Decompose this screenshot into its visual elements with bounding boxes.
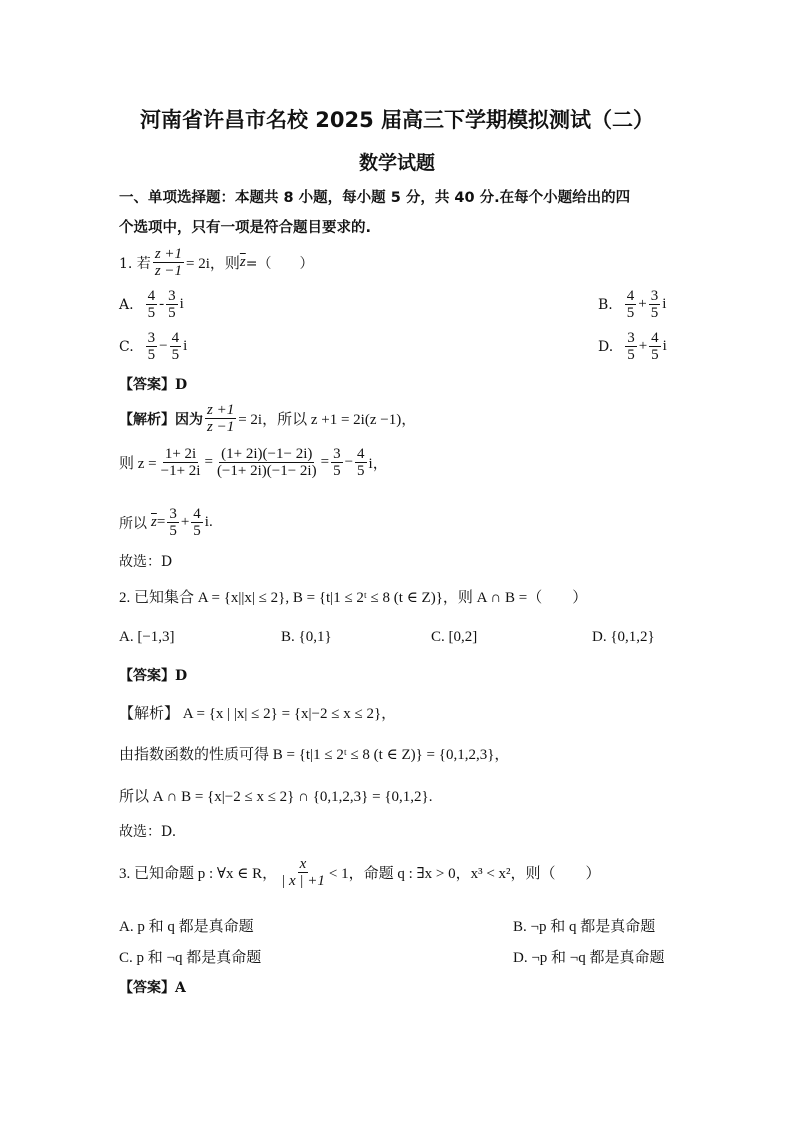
q1-tail: =（ ） bbox=[245, 255, 314, 272]
q1-sol2-f3d: 5 bbox=[333, 463, 341, 479]
section-heading-line1: 一、单项选择题：本题共 8 小题，每小题 5 分，共 40 分.在每个小题给出的四 bbox=[119, 190, 631, 206]
q2-option-b[interactable]: B. {0,1} bbox=[281, 629, 332, 645]
q1-sol3-zbar: $\overline{z}$ bbox=[151, 514, 157, 530]
q1-option-a-frac2 bbox=[166, 288, 178, 321]
q1-sol2-f4n: 4 bbox=[357, 446, 365, 462]
q3-stem-mid: < 1，命题 q : ∃x > 0，x³ < x²，则（ ） bbox=[328, 866, 601, 882]
q1-sol2-f2n: (1+ 2i)(−1− 2i) bbox=[221, 446, 313, 462]
q1-sol2-frac3 bbox=[331, 446, 343, 479]
q1-option-b-label: B. bbox=[598, 296, 613, 313]
q1-solution-line1 bbox=[119, 402, 416, 435]
q1-option-b-frac1 bbox=[625, 288, 637, 321]
q1-sol3-f2d: 5 bbox=[193, 523, 201, 539]
q2-solution-line2: 由指数函数的性质可得 B = {t|1 ≤ 2ᵗ ≤ 8 (t ∈ Z)} = {0,1,2,3}， bbox=[119, 747, 510, 763]
q1-zbar: $\overline{z}$ bbox=[239, 254, 246, 270]
q3-stem-prefix: 3. 已知命题 p : ∀x ∈ R， bbox=[119, 866, 278, 882]
q1-c-i: i bbox=[183, 338, 188, 354]
q1-sol2-frac1 bbox=[159, 446, 203, 479]
q2-stem: 2. 已知集合 A = {x||x| ≤ 2}, B = {t|1 ≤ 2ᵗ ≤ 8 (t ∈ Z)}，则 A ∩ B =（ ） bbox=[119, 590, 588, 606]
q1-sol2-f2d: (−1+ 2i)(−1− 2i) bbox=[216, 463, 317, 479]
q1-a-i: i bbox=[179, 296, 184, 312]
section-heading-line2: 个选项中，只有一项是符合题目要求的. bbox=[119, 220, 372, 236]
q1-a-d2: 5 bbox=[168, 305, 176, 321]
q1-solution-line3: 所以 $\overline{z}$ = $\frac{3}{5}$ + $\frac{4}{5}$ i. bbox=[119, 506, 213, 539]
q1-d-op: + bbox=[638, 338, 648, 354]
q2-solution-line3: 所以 A ∩ B = {x|−2 ≤ x ≤ 2} ∩ {0,1,2,3} = {0,1,2}. bbox=[119, 789, 433, 805]
q1-eq: = 2i，则 bbox=[186, 256, 240, 272]
q1-d-d2: 5 bbox=[651, 347, 659, 363]
q2-conclusion: 故选：D. bbox=[119, 824, 177, 840]
page-title: 河南省许昌市名校 2025 届高三下学期模拟测试（二） bbox=[139, 108, 655, 132]
q2-solution-line1: 【解析】 A = {x | |x| ≤ 2} = {x|−2 ≤ x ≤ 2}， bbox=[119, 706, 397, 722]
q3-option-b[interactable]: B. ¬p 和 q 都是真命题 bbox=[513, 919, 656, 935]
page-subtitle: 数学试题 bbox=[358, 152, 435, 174]
q1-b-n2: 3 bbox=[650, 288, 659, 304]
q1-d-d1: 5 bbox=[627, 347, 635, 363]
q1-sol3-frac2 bbox=[191, 506, 203, 539]
q1-sol2-f3n: 3 bbox=[333, 446, 341, 462]
q3-frac-den: | x | +1 bbox=[281, 873, 325, 889]
q1-stem bbox=[119, 246, 314, 279]
q1-sol2-f1n: 1+ 2i bbox=[164, 446, 197, 462]
q1-a-n1: 4 bbox=[147, 288, 156, 304]
q1-b-n1: 4 bbox=[626, 288, 635, 304]
q1-a-op: - bbox=[159, 296, 165, 312]
q3-option-a[interactable]: A. p 和 q 都是真命题 bbox=[119, 919, 254, 935]
q2-option-c[interactable]: C. [0,2] bbox=[431, 629, 478, 645]
q1-frac-den: z −1 bbox=[154, 263, 183, 279]
q1-c-op: − bbox=[159, 338, 168, 354]
q1-c-n1: 3 bbox=[147, 330, 156, 346]
q1-option-c-frac1 bbox=[146, 330, 158, 363]
q2-option-a[interactable]: A. [−1,3] bbox=[119, 629, 175, 645]
q3-option-c[interactable]: C. p 和 ¬q 都是真命题 bbox=[119, 950, 262, 966]
q1-option-d[interactable] bbox=[598, 330, 667, 363]
q1-b-op: + bbox=[638, 296, 647, 312]
q2-option-d[interactable]: D. {0,1,2} bbox=[592, 629, 655, 645]
q1-c-d2: 5 bbox=[171, 347, 180, 363]
q3-fraction bbox=[279, 856, 327, 889]
q1-option-d-frac2 bbox=[649, 330, 661, 363]
q1-option-d-frac1 bbox=[625, 330, 637, 363]
q1-answer: 【答案】D bbox=[119, 377, 188, 393]
q1-sol2-f4d: 5 bbox=[357, 463, 365, 479]
q3-answer: 【答案】A bbox=[119, 980, 186, 996]
q1-sol2-prefix: 则 z = bbox=[119, 456, 157, 472]
q1-c-d1: 5 bbox=[147, 347, 156, 363]
q1-option-a-label: A. bbox=[119, 296, 134, 313]
q1-b-d1: 5 bbox=[626, 305, 635, 321]
q1-option-b-frac2 bbox=[649, 288, 661, 321]
q1-a-n2: 3 bbox=[168, 288, 176, 304]
q1-option-a-frac1 bbox=[146, 288, 158, 321]
q1-sol1-num: z +1 bbox=[207, 402, 235, 418]
q1-option-c-frac2 bbox=[170, 330, 182, 363]
q1-d-n2: 4 bbox=[651, 330, 659, 346]
q1-sol2-frac4 bbox=[355, 446, 367, 479]
q2-answer: 【答案】D bbox=[119, 668, 188, 684]
q1-c-n2: 4 bbox=[171, 330, 180, 346]
q1-sol1-den: z −1 bbox=[207, 419, 235, 435]
q1-solution-line2: 则 z = $\frac{1+ 2i}{-1+ 2i}$ = $\frac{(1+ 2i)(-1- 2i)}{(-1+ 2i)(-1- 2i)}$ = $\frac{3}{5}$ − $\frac{4}{5}$ i， bbox=[119, 446, 388, 479]
q1-option-a[interactable] bbox=[119, 288, 184, 321]
q1-option-b[interactable] bbox=[598, 288, 666, 321]
q1-prefix: 1. 若 bbox=[119, 255, 151, 272]
q1-option-c[interactable] bbox=[119, 330, 187, 363]
q1-a-d1: 5 bbox=[147, 305, 156, 321]
q1-conclusion: 故选：D bbox=[119, 554, 173, 570]
q1-sol2-tail: i， bbox=[368, 456, 388, 472]
q1-sol2-frac2 bbox=[215, 446, 319, 479]
q1-option-c-label: C. bbox=[119, 338, 134, 355]
q1-frac-num: z +1 bbox=[154, 246, 183, 262]
q1-b-i: i bbox=[662, 296, 667, 312]
q1-b-d2: 5 bbox=[650, 305, 659, 321]
q3-option-d[interactable]: D. ¬p 和 ¬q 都是真命题 bbox=[513, 950, 665, 966]
q1-d-i: i bbox=[662, 338, 667, 354]
q1-option-d-label: D. bbox=[598, 338, 614, 355]
q1-sol3-f1d: 5 bbox=[169, 523, 177, 539]
q1-sol3-tail: i. bbox=[204, 514, 213, 530]
q1-sol1-mid: = 2i，所以 z +1 = 2i(z −1)， bbox=[238, 412, 417, 428]
q1-fraction bbox=[153, 246, 184, 279]
q3-stem bbox=[119, 856, 601, 889]
q1-d-n1: 3 bbox=[627, 330, 635, 346]
q1-sol3-prefix: 所以 bbox=[119, 515, 147, 532]
q1-sol3-f2n: 4 bbox=[193, 506, 201, 522]
q1-sol3-frac1 bbox=[167, 506, 179, 539]
q1-sol3-f1n: 3 bbox=[169, 506, 177, 522]
q1-sol1-prefix: 【解析】因为 bbox=[119, 411, 203, 428]
q1-sol2-f1d: −1+ 2i bbox=[160, 463, 201, 479]
q3-frac-num: x bbox=[299, 856, 307, 872]
q1-sol1-frac bbox=[205, 402, 236, 435]
